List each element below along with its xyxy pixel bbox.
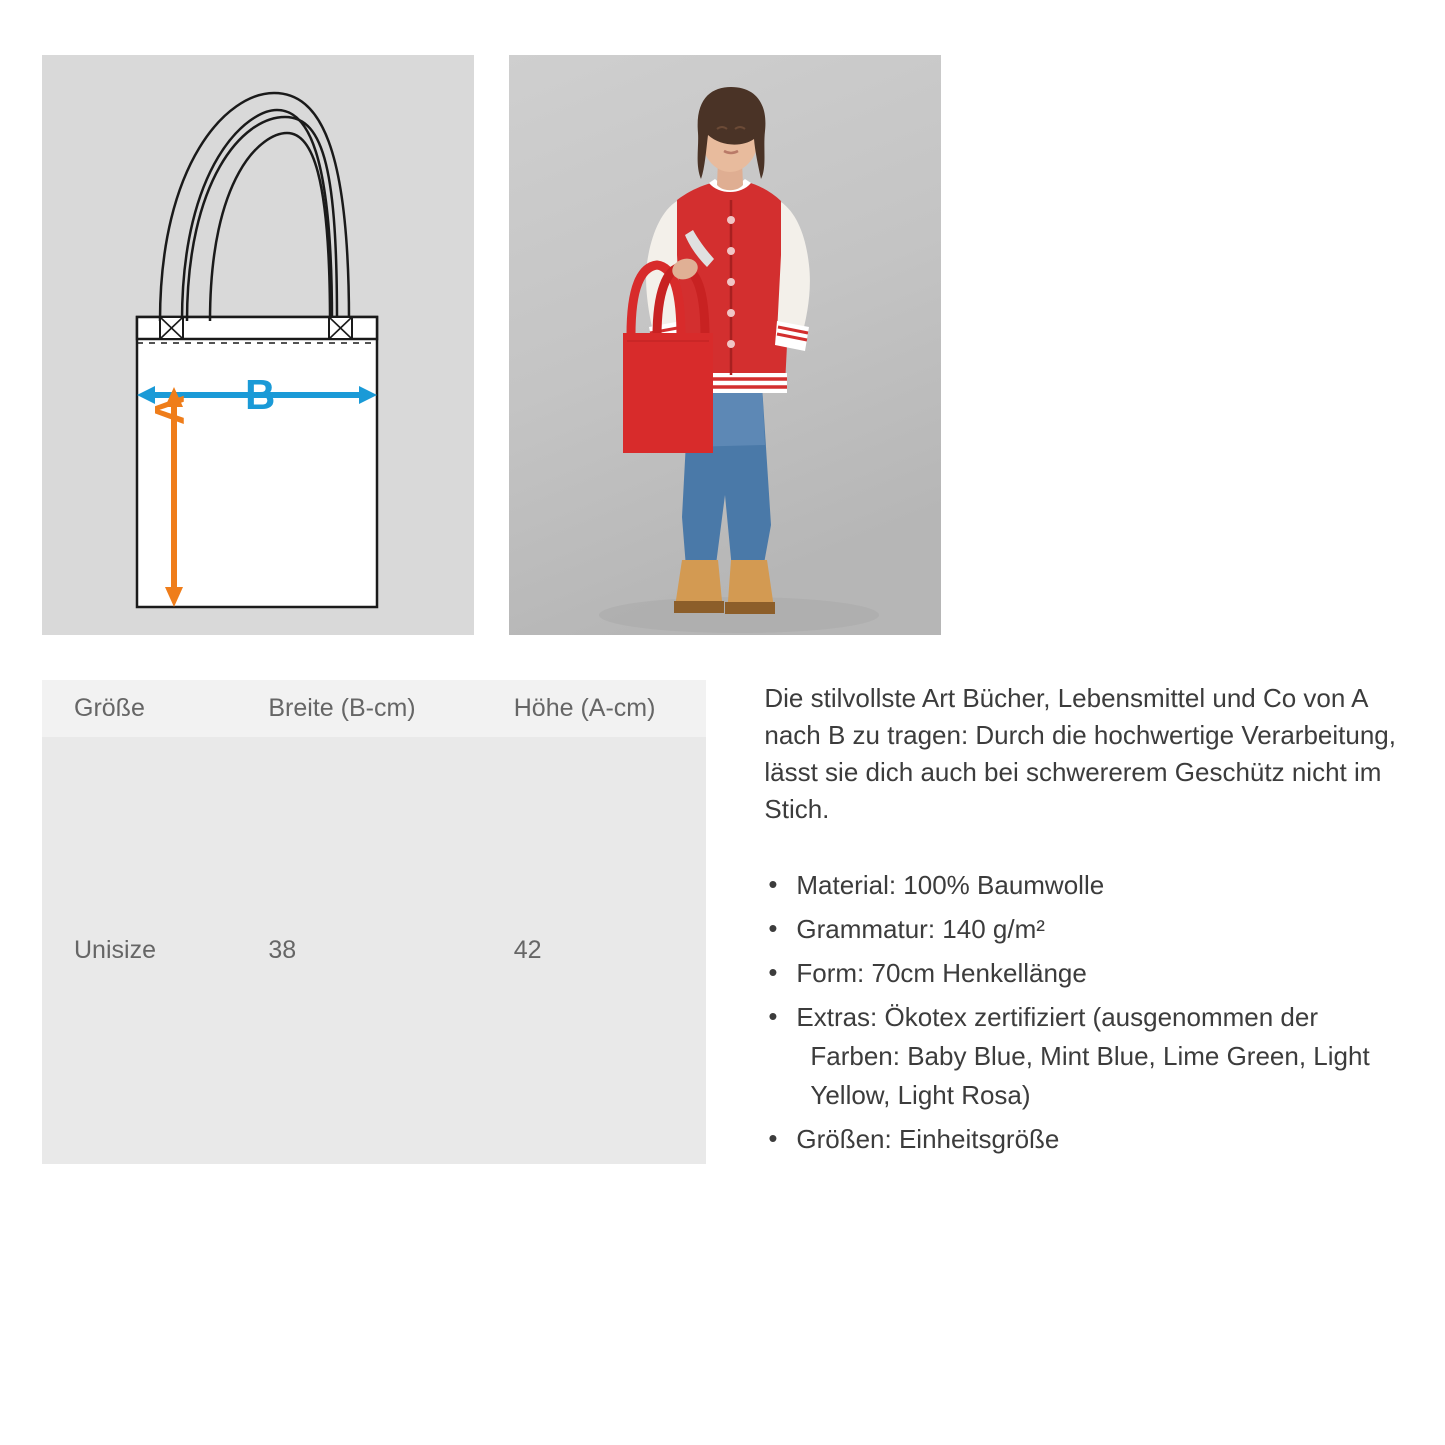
images-row: [42, 55, 941, 635]
spec-text-continuation: Farben: Baby Blue, Mint Blue, Lime Green, Light Yellow, Light Rosa): [810, 1040, 1370, 1110]
spec-text: Grammatur: 140 g/m²: [796, 913, 1045, 944]
cell-height: 42: [513, 935, 542, 964]
spec-text: Material: 100% Baumwolle: [796, 869, 1105, 900]
size-table-body: [42, 737, 706, 1164]
size-table-head: [42, 680, 706, 737]
table-row: [42, 737, 706, 1164]
size-diagram-image: [42, 55, 474, 635]
model-photo: [509, 55, 941, 635]
diagram-height-label: A: [146, 394, 193, 425]
size-table: [42, 680, 706, 1164]
spec-text: Extras: Ökotex zertifiziert (ausgenommen der: [796, 1001, 1319, 1032]
list-item: [764, 998, 1407, 1115]
bullet-icon: •: [768, 1000, 778, 1031]
spec-text: Größen: Einheitsgröße: [796, 1123, 1060, 1154]
list-item: [764, 866, 1407, 905]
list-item: [764, 1120, 1407, 1159]
bullet-icon: •: [768, 912, 778, 943]
list-item: [764, 910, 1407, 949]
column-header-height: Höhe (A-cm): [513, 694, 656, 722]
column-header-size: Größe: [74, 694, 145, 722]
spec-text: Form: 70cm Henkellänge: [796, 957, 1087, 988]
column-header-width: Breite (B-cm): [268, 694, 416, 722]
cell-size: Unisize: [74, 935, 156, 964]
bullet-icon: •: [768, 1122, 778, 1153]
lower-content: [42, 680, 1407, 1164]
bullet-icon: •: [768, 956, 778, 987]
description-intro: Die stilvollste Art Bücher, Lebensmittel und Co von A nach B zu tragen: Durch die hochwertige Verarbeitung, lässt sie dich auch bei schwererem Geschütz nicht im Stich.: [764, 683, 1396, 824]
bullet-icon: •: [768, 868, 778, 899]
list-item: [764, 954, 1407, 993]
product-description: [764, 680, 1407, 1164]
diagram-width-label: B: [245, 371, 276, 418]
table-header-row: [42, 680, 706, 737]
spec-list: [764, 866, 1407, 1159]
cell-width: 38: [268, 935, 297, 964]
